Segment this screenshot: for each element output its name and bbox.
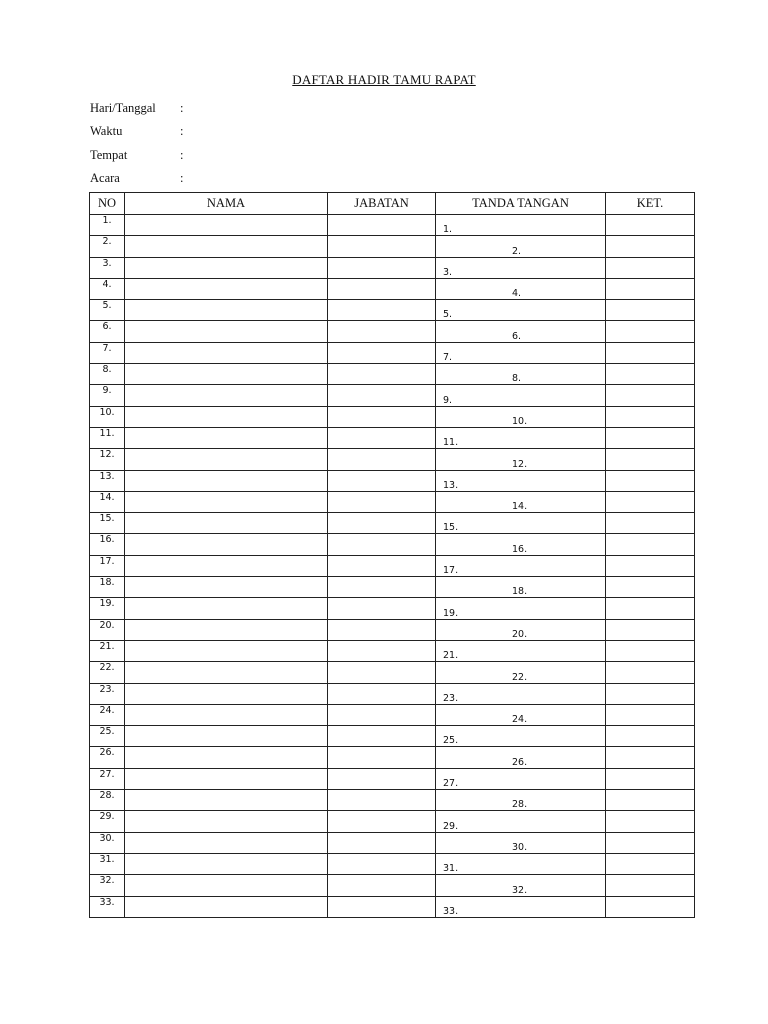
ket-cell[interactable] bbox=[606, 470, 695, 491]
jabatan-cell[interactable] bbox=[328, 364, 436, 385]
nama-cell[interactable] bbox=[125, 853, 328, 874]
nama-cell[interactable] bbox=[125, 491, 328, 512]
jabatan-cell[interactable] bbox=[328, 321, 436, 342]
signature-cell[interactable]: 12. bbox=[436, 449, 606, 470]
ket-cell[interactable] bbox=[606, 236, 695, 257]
jabatan-cell[interactable] bbox=[328, 236, 436, 257]
row-number: 32. bbox=[90, 875, 125, 896]
row-number: 10. bbox=[90, 406, 125, 427]
nama-cell[interactable] bbox=[125, 321, 328, 342]
signature-cell[interactable]: 17. bbox=[436, 555, 606, 576]
ket-cell[interactable] bbox=[606, 321, 695, 342]
signature-cell[interactable]: 24. bbox=[436, 704, 606, 725]
field-waktu[interactable] bbox=[90, 120, 190, 143]
signature-cell[interactable]: 10. bbox=[436, 406, 606, 427]
header-tanda-tangan: TANDA TANGAN bbox=[436, 193, 606, 215]
table-header-row bbox=[90, 193, 695, 215]
ket-cell[interactable] bbox=[606, 683, 695, 704]
signature-cell[interactable]: 22. bbox=[436, 662, 606, 683]
row-number: 4. bbox=[90, 278, 125, 299]
field-label: Hari/Tanggal bbox=[90, 101, 156, 116]
row-number: 16. bbox=[90, 534, 125, 555]
table-row bbox=[90, 619, 695, 640]
table-row bbox=[90, 257, 695, 278]
row-number: 2. bbox=[90, 236, 125, 257]
ket-cell[interactable] bbox=[606, 662, 695, 683]
nama-cell[interactable] bbox=[125, 470, 328, 491]
header-ket: KET. bbox=[606, 193, 695, 215]
row-number: 23. bbox=[90, 683, 125, 704]
ket-cell[interactable] bbox=[606, 427, 695, 448]
row-number: 17. bbox=[90, 555, 125, 576]
table-row bbox=[90, 364, 695, 385]
table-row bbox=[90, 300, 695, 321]
field-colon: : bbox=[180, 101, 184, 116]
jabatan-cell[interactable] bbox=[328, 577, 436, 598]
signature-cell[interactable]: 30. bbox=[436, 832, 606, 853]
jabatan-cell[interactable] bbox=[328, 257, 436, 278]
table-row bbox=[90, 406, 695, 427]
nama-cell[interactable] bbox=[125, 726, 328, 747]
row-number: 31. bbox=[90, 853, 125, 874]
ket-cell[interactable] bbox=[606, 811, 695, 832]
nama-cell[interactable] bbox=[125, 832, 328, 853]
nama-cell[interactable] bbox=[125, 215, 328, 236]
table-row bbox=[90, 427, 695, 448]
field-label: Tempat bbox=[90, 147, 128, 162]
nama-cell[interactable] bbox=[125, 662, 328, 683]
jabatan-cell[interactable] bbox=[328, 704, 436, 725]
table-row bbox=[90, 555, 695, 576]
row-number: 26. bbox=[90, 747, 125, 768]
nama-cell[interactable] bbox=[125, 406, 328, 427]
signature-cell[interactable]: 15. bbox=[436, 513, 606, 534]
ket-cell[interactable] bbox=[606, 640, 695, 661]
jabatan-cell[interactable] bbox=[328, 300, 436, 321]
ket-cell[interactable] bbox=[606, 704, 695, 725]
table-row bbox=[90, 577, 695, 598]
nama-cell[interactable] bbox=[125, 427, 328, 448]
row-number: 24. bbox=[90, 704, 125, 725]
signature-cell[interactable]: 25. bbox=[436, 726, 606, 747]
table-row bbox=[90, 278, 695, 299]
jabatan-cell[interactable] bbox=[328, 896, 436, 917]
nama-cell[interactable] bbox=[125, 790, 328, 811]
table-row bbox=[90, 449, 695, 470]
jabatan-cell[interactable] bbox=[328, 449, 436, 470]
nama-cell[interactable] bbox=[125, 704, 328, 725]
row-number: 14. bbox=[90, 491, 125, 512]
table-row bbox=[90, 385, 695, 406]
row-number: 5. bbox=[90, 300, 125, 321]
field-colon: : bbox=[180, 147, 184, 162]
row-number: 18. bbox=[90, 577, 125, 598]
table-row bbox=[90, 321, 695, 342]
signature-cell[interactable]: 1. bbox=[436, 215, 606, 236]
signature-cell[interactable]: 33. bbox=[436, 896, 606, 917]
nama-cell[interactable] bbox=[125, 300, 328, 321]
signature-cell[interactable]: 23. bbox=[436, 683, 606, 704]
ket-cell[interactable] bbox=[606, 832, 695, 853]
jabatan-cell[interactable] bbox=[328, 726, 436, 747]
signature-cell[interactable]: 31. bbox=[436, 853, 606, 874]
jabatan-cell[interactable] bbox=[328, 875, 436, 896]
signature-cell[interactable]: 20. bbox=[436, 619, 606, 640]
nama-cell[interactable] bbox=[125, 236, 328, 257]
nama-cell[interactable] bbox=[125, 342, 328, 363]
nama-cell[interactable] bbox=[125, 598, 328, 619]
table-row bbox=[90, 215, 695, 236]
ket-cell[interactable] bbox=[606, 853, 695, 874]
signature-cell[interactable]: 29. bbox=[436, 811, 606, 832]
row-number: 28. bbox=[90, 790, 125, 811]
nama-cell[interactable] bbox=[125, 683, 328, 704]
ket-cell[interactable] bbox=[606, 619, 695, 640]
signature-cell[interactable]: 21. bbox=[436, 640, 606, 661]
nama-cell[interactable] bbox=[125, 811, 328, 832]
jabatan-cell[interactable] bbox=[328, 640, 436, 661]
table-row bbox=[90, 747, 695, 768]
nama-cell[interactable] bbox=[125, 257, 328, 278]
row-number: 15. bbox=[90, 513, 125, 534]
document-title: DAFTAR HADIR TAMU RAPAT bbox=[292, 72, 476, 87]
row-number: 20. bbox=[90, 619, 125, 640]
jabatan-cell[interactable] bbox=[328, 534, 436, 555]
nama-cell[interactable] bbox=[125, 278, 328, 299]
signature-cell[interactable]: 3. bbox=[436, 257, 606, 278]
row-number: 21. bbox=[90, 640, 125, 661]
table-row bbox=[90, 726, 695, 747]
ket-cell[interactable] bbox=[606, 491, 695, 512]
jabatan-cell[interactable] bbox=[328, 278, 436, 299]
jabatan-cell[interactable] bbox=[328, 215, 436, 236]
jabatan-cell[interactable] bbox=[328, 853, 436, 874]
field-colon: : bbox=[180, 171, 184, 186]
ket-cell[interactable] bbox=[606, 513, 695, 534]
row-number: 13. bbox=[90, 470, 125, 491]
jabatan-cell[interactable] bbox=[328, 598, 436, 619]
row-number: 19. bbox=[90, 598, 125, 619]
row-number: 6. bbox=[90, 321, 125, 342]
nama-cell[interactable] bbox=[125, 364, 328, 385]
table-row bbox=[90, 598, 695, 619]
row-number: 12. bbox=[90, 449, 125, 470]
signature-cell[interactable]: 4. bbox=[436, 278, 606, 299]
jabatan-cell[interactable] bbox=[328, 406, 436, 427]
attendance-table bbox=[89, 192, 695, 918]
header-jabatan: JABATAN bbox=[328, 193, 436, 215]
jabatan-cell[interactable] bbox=[328, 790, 436, 811]
signature-cell[interactable]: 8. bbox=[436, 364, 606, 385]
table-row bbox=[90, 768, 695, 789]
table-body bbox=[90, 215, 695, 918]
table-row bbox=[90, 704, 695, 725]
signature-cell[interactable]: 14. bbox=[436, 491, 606, 512]
field-label: Waktu bbox=[90, 124, 123, 139]
ket-cell[interactable] bbox=[606, 300, 695, 321]
ket-cell[interactable] bbox=[606, 534, 695, 555]
table-row bbox=[90, 683, 695, 704]
ket-cell[interactable] bbox=[606, 790, 695, 811]
ket-cell[interactable] bbox=[606, 364, 695, 385]
ket-cell[interactable] bbox=[606, 278, 695, 299]
signature-cell[interactable]: 16. bbox=[436, 534, 606, 555]
row-number: 25. bbox=[90, 726, 125, 747]
row-number: 30. bbox=[90, 832, 125, 853]
row-number: 22. bbox=[90, 662, 125, 683]
signature-cell[interactable]: 28. bbox=[436, 790, 606, 811]
ket-cell[interactable] bbox=[606, 342, 695, 363]
table-row bbox=[90, 896, 695, 917]
nama-cell[interactable] bbox=[125, 768, 328, 789]
ket-cell[interactable] bbox=[606, 215, 695, 236]
table-row bbox=[90, 491, 695, 512]
signature-cell[interactable]: 19. bbox=[436, 598, 606, 619]
signature-cell[interactable]: 27. bbox=[436, 768, 606, 789]
table-row bbox=[90, 534, 695, 555]
nama-cell[interactable] bbox=[125, 747, 328, 768]
jabatan-cell[interactable] bbox=[328, 662, 436, 683]
nama-cell[interactable] bbox=[125, 875, 328, 896]
nama-cell[interactable] bbox=[125, 619, 328, 640]
table-row bbox=[90, 832, 695, 853]
signature-cell[interactable]: 26. bbox=[436, 747, 606, 768]
jabatan-cell[interactable] bbox=[328, 513, 436, 534]
nama-cell[interactable] bbox=[125, 896, 328, 917]
ket-cell[interactable] bbox=[606, 768, 695, 789]
ket-cell[interactable] bbox=[606, 555, 695, 576]
table-row bbox=[90, 662, 695, 683]
ket-cell[interactable] bbox=[606, 896, 695, 917]
table-row bbox=[90, 513, 695, 534]
nama-cell[interactable] bbox=[125, 513, 328, 534]
jabatan-cell[interactable] bbox=[328, 811, 436, 832]
nama-cell[interactable] bbox=[125, 385, 328, 406]
ket-cell[interactable] bbox=[606, 577, 695, 598]
row-number: 27. bbox=[90, 768, 125, 789]
field-hari-tanggal[interactable] bbox=[90, 97, 190, 120]
jabatan-cell[interactable] bbox=[328, 768, 436, 789]
table-row bbox=[90, 640, 695, 661]
table-row bbox=[90, 853, 695, 874]
field-colon: : bbox=[180, 124, 184, 139]
meeting-info bbox=[90, 97, 190, 190]
header-nama: NAMA bbox=[125, 193, 328, 215]
table-row bbox=[90, 342, 695, 363]
row-number: 7. bbox=[90, 342, 125, 363]
signature-cell[interactable]: 2. bbox=[436, 236, 606, 257]
ket-cell[interactable] bbox=[606, 257, 695, 278]
nama-cell[interactable] bbox=[125, 449, 328, 470]
field-tempat[interactable] bbox=[90, 144, 190, 167]
signature-cell[interactable]: 9. bbox=[436, 385, 606, 406]
nama-cell[interactable] bbox=[125, 577, 328, 598]
jabatan-cell[interactable] bbox=[328, 342, 436, 363]
field-acara[interactable] bbox=[90, 167, 190, 190]
signature-cell[interactable]: 11. bbox=[436, 427, 606, 448]
nama-cell[interactable] bbox=[125, 640, 328, 661]
signature-cell[interactable]: 32. bbox=[436, 875, 606, 896]
jabatan-cell[interactable] bbox=[328, 619, 436, 640]
row-number: 9. bbox=[90, 385, 125, 406]
row-number: 29. bbox=[90, 811, 125, 832]
ket-cell[interactable] bbox=[606, 726, 695, 747]
nama-cell[interactable] bbox=[125, 555, 328, 576]
signature-cell[interactable]: 13. bbox=[436, 470, 606, 491]
row-number: 11. bbox=[90, 427, 125, 448]
jabatan-cell[interactable] bbox=[328, 832, 436, 853]
table-row bbox=[90, 236, 695, 257]
table-row bbox=[90, 875, 695, 896]
row-number: 33. bbox=[90, 896, 125, 917]
jabatan-cell[interactable] bbox=[328, 747, 436, 768]
ket-cell[interactable] bbox=[606, 406, 695, 427]
field-label: Acara bbox=[90, 171, 120, 186]
header-no: NO bbox=[90, 193, 125, 215]
ket-cell[interactable] bbox=[606, 598, 695, 619]
jabatan-cell[interactable] bbox=[328, 385, 436, 406]
jabatan-cell[interactable] bbox=[328, 470, 436, 491]
jabatan-cell[interactable] bbox=[328, 427, 436, 448]
table-row bbox=[90, 811, 695, 832]
jabatan-cell[interactable] bbox=[328, 491, 436, 512]
signature-cell[interactable]: 18. bbox=[436, 577, 606, 598]
row-number: 1. bbox=[90, 215, 125, 236]
nama-cell[interactable] bbox=[125, 534, 328, 555]
table-row bbox=[90, 470, 695, 491]
jabatan-cell[interactable] bbox=[328, 683, 436, 704]
table-row bbox=[90, 790, 695, 811]
signature-cell[interactable]: 5. bbox=[436, 300, 606, 321]
ket-cell[interactable] bbox=[606, 385, 695, 406]
signature-cell[interactable]: 7. bbox=[436, 342, 606, 363]
row-number: 8. bbox=[90, 364, 125, 385]
signature-cell[interactable]: 6. bbox=[436, 321, 606, 342]
ket-cell[interactable] bbox=[606, 449, 695, 470]
ket-cell[interactable] bbox=[606, 747, 695, 768]
ket-cell[interactable] bbox=[606, 875, 695, 896]
row-number: 3. bbox=[90, 257, 125, 278]
jabatan-cell[interactable] bbox=[328, 555, 436, 576]
